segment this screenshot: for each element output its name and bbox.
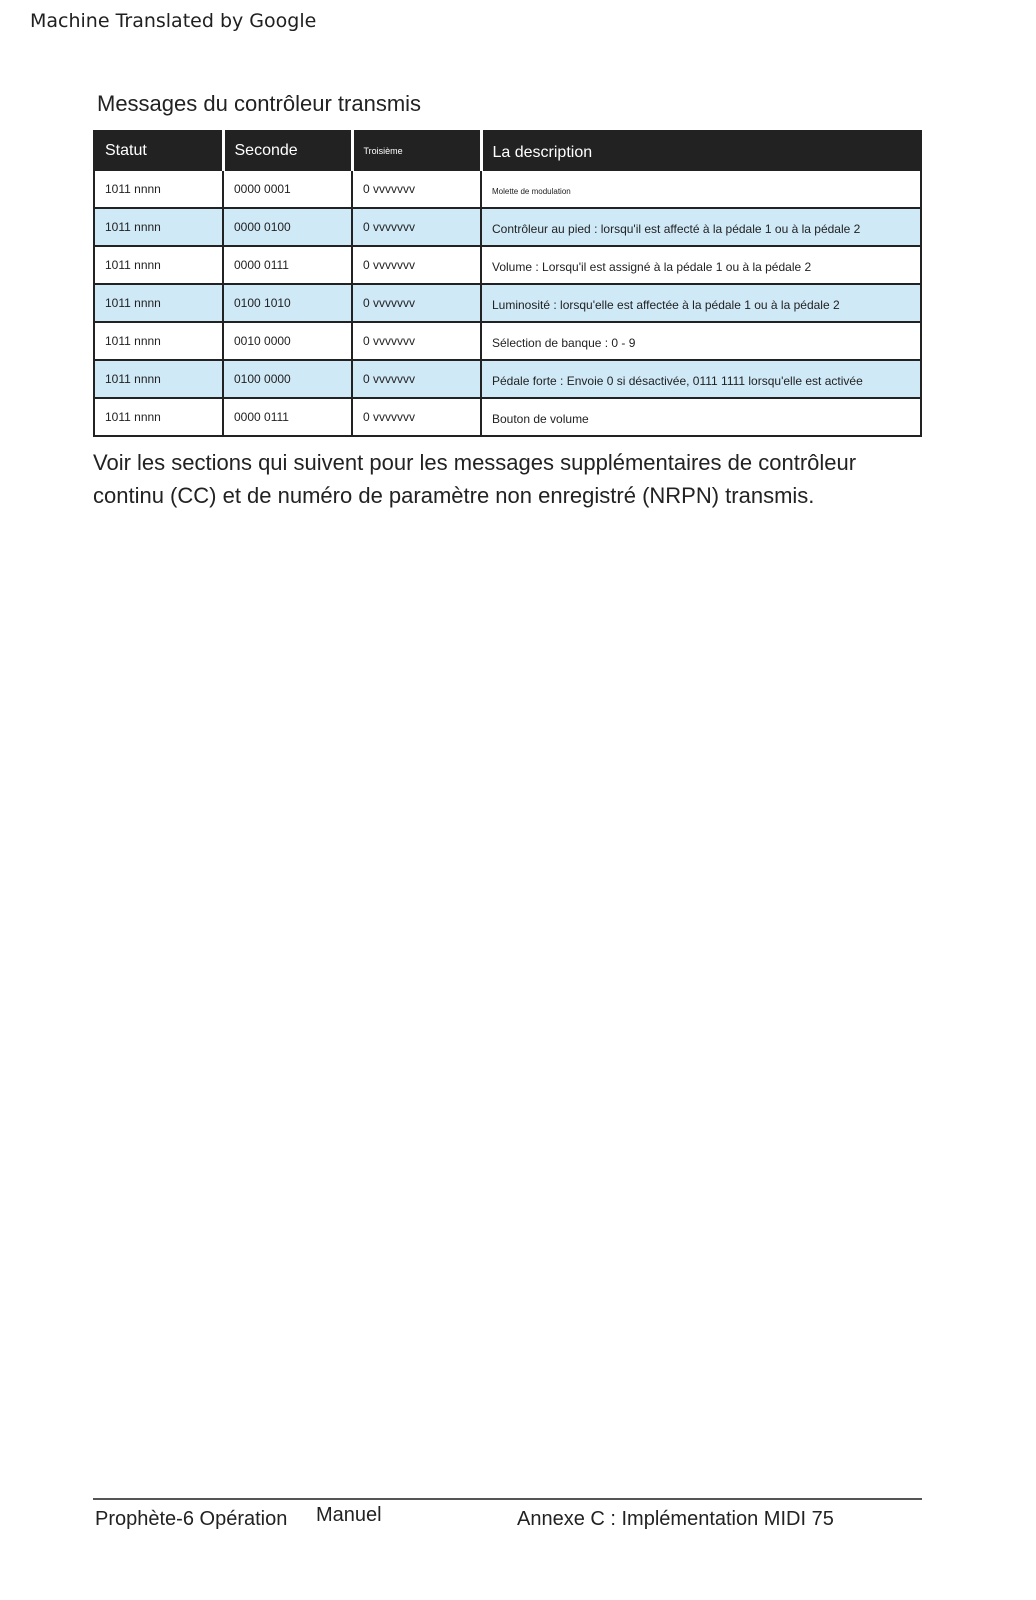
cell-status: 1011 nnnn bbox=[94, 322, 223, 360]
cell-third: 0 vvvvvvv bbox=[352, 322, 481, 360]
table-row bbox=[94, 360, 921, 398]
table-row bbox=[94, 246, 921, 284]
cell-third: 0 vvvvvvv bbox=[352, 360, 481, 398]
cell-second: 0000 0001 bbox=[223, 170, 352, 208]
transmitted-controller-messages-table bbox=[93, 130, 922, 437]
cell-description: Sélection de banque : 0 - 9 bbox=[481, 322, 921, 360]
cell-third: 0 vvvvvvv bbox=[352, 246, 481, 284]
cell-second: 0000 0111 bbox=[223, 246, 352, 284]
footer-manual-label: Manuel bbox=[316, 1504, 382, 1526]
table-header-row bbox=[94, 131, 921, 170]
cell-status: 1011 nnnn bbox=[94, 170, 223, 208]
table-row bbox=[94, 398, 921, 436]
table-row bbox=[94, 284, 921, 322]
footer-section-page: Annexe C : Implémentation MIDI 75 bbox=[517, 1508, 834, 1530]
cell-second: 0100 1010 bbox=[223, 284, 352, 322]
cell-status: 1011 nnnn bbox=[94, 284, 223, 322]
cell-status: 1011 nnnn bbox=[94, 398, 223, 436]
footer-divider bbox=[93, 1498, 922, 1500]
cell-second: 0010 0000 bbox=[223, 322, 352, 360]
cell-description: Bouton de volume bbox=[481, 398, 921, 436]
cell-description: Pédale forte : Envoie 0 si désactivée, 0111 1111 lorsqu'elle est activée bbox=[481, 360, 921, 398]
section-title: Messages du contrôleur transmis bbox=[97, 91, 422, 116]
cell-description: Volume : Lorsqu'il est assigné à la pédale 1 ou à la pédale 2 bbox=[481, 246, 921, 284]
cell-third: 0 vvvvvvv bbox=[352, 398, 481, 436]
cell-description: Contrôleur au pied : lorsqu'il est affecté à la pédale 1 ou à la pédale 2 bbox=[481, 208, 921, 246]
table-row bbox=[94, 170, 921, 208]
header-third: Troisième bbox=[352, 131, 481, 170]
cell-second: 0100 0000 bbox=[223, 360, 352, 398]
table-row bbox=[94, 322, 921, 360]
cell-description: Molette de modulation bbox=[481, 170, 921, 208]
machine-translation-banner: Machine Translated by Google bbox=[30, 10, 317, 32]
body-paragraph: Voir les sections qui suivent pour les messages supplémentaires de contrôleur continu (CC) et de numéro de paramètre non enregistré (NRPN) transmis. bbox=[93, 450, 857, 508]
cell-description: Luminosité : lorsqu'elle est affectée à la pédale 1 ou à la pédale 2 bbox=[481, 284, 921, 322]
cell-status: 1011 nnnn bbox=[94, 208, 223, 246]
table-row bbox=[94, 208, 921, 246]
header-description: La description bbox=[481, 131, 921, 170]
footer-product-title: Prophète-6 Opération bbox=[95, 1508, 288, 1530]
cell-second: 0000 0111 bbox=[223, 398, 352, 436]
header-second: Seconde bbox=[223, 131, 352, 170]
cell-status: 1011 nnnn bbox=[94, 360, 223, 398]
cell-status: 1011 nnnn bbox=[94, 246, 223, 284]
cell-third: 0 vvvvvvv bbox=[352, 208, 481, 246]
cell-third: 0 vvvvvvv bbox=[352, 170, 481, 208]
cell-third: 0 vvvvvvv bbox=[352, 284, 481, 322]
cell-second: 0000 0100 bbox=[223, 208, 352, 246]
header-status: Statut bbox=[94, 131, 223, 170]
